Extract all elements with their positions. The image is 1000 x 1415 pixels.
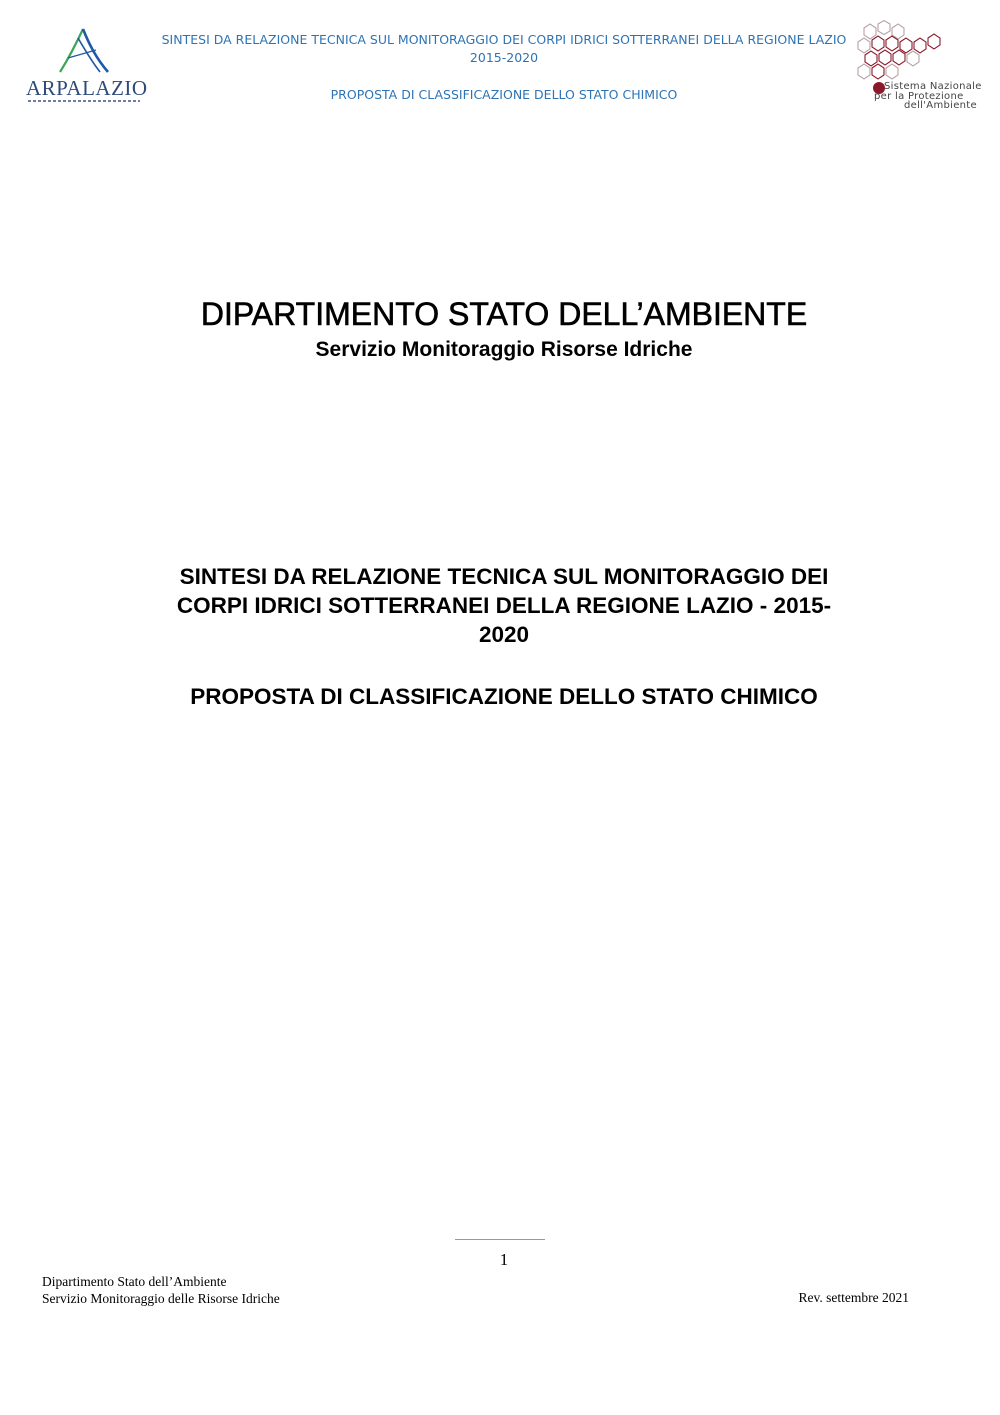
report-title (100, 562, 908, 649)
snpa-wordmark (874, 82, 990, 111)
arpalazio-mark-icon (56, 26, 112, 76)
footer-department: Dipartimento Stato dell’Ambiente (42, 1274, 227, 1289)
footer-left (42, 1273, 280, 1307)
arpalazio-subline (28, 100, 140, 102)
snpa-line2: per la Protezione (874, 90, 964, 102)
page-number: 1 (499, 1250, 509, 1269)
report-title-line2: CORPI IDRICI SOTTERRANEI DELLA REGIONE LAZIO - 2015- (176, 593, 832, 618)
report-title-line3: 2020 (478, 622, 530, 647)
footer-service: Servizio Monitoraggio delle Risorse Idriche (42, 1291, 280, 1306)
classification-title: PROPOSTA DI CLASSIFICAZIONE DELLO STATO CHIMICO (190, 684, 818, 709)
running-header (160, 31, 848, 67)
footer-divider (455, 1239, 545, 1240)
report-title-line1: SINTESI DA RELAZIONE TECNICA SUL MONITORAGGIO DEI (179, 564, 829, 589)
snpa-logo (852, 20, 992, 112)
arpalazio-logo (26, 26, 148, 104)
running-header-line2: 2015-2020 (469, 50, 539, 65)
snpa-line3: dell'Ambiente (904, 100, 977, 111)
running-header-line1: SINTESI DA RELAZIONE TECNICA SUL MONITORAGGIO DEI CORPI IDRICI SOTTERRANEI DELLA REGIONE LAZIO (161, 32, 847, 47)
arpalazio-wordmark: ARPALAZIO (26, 76, 148, 100)
department-title: DIPARTIMENTO STATO DELL’AMBIENTE (200, 296, 808, 332)
footer-revision: Rev. settembre 2021 (798, 1290, 909, 1305)
service-subtitle: Servizio Monitoraggio Risorse Idriche (315, 338, 693, 361)
running-header-subtitle: PROPOSTA DI CLASSIFICAZIONE DELLO STATO CHIMICO (330, 87, 678, 102)
snpa-line1: Sistema Nazionale (884, 81, 982, 92)
